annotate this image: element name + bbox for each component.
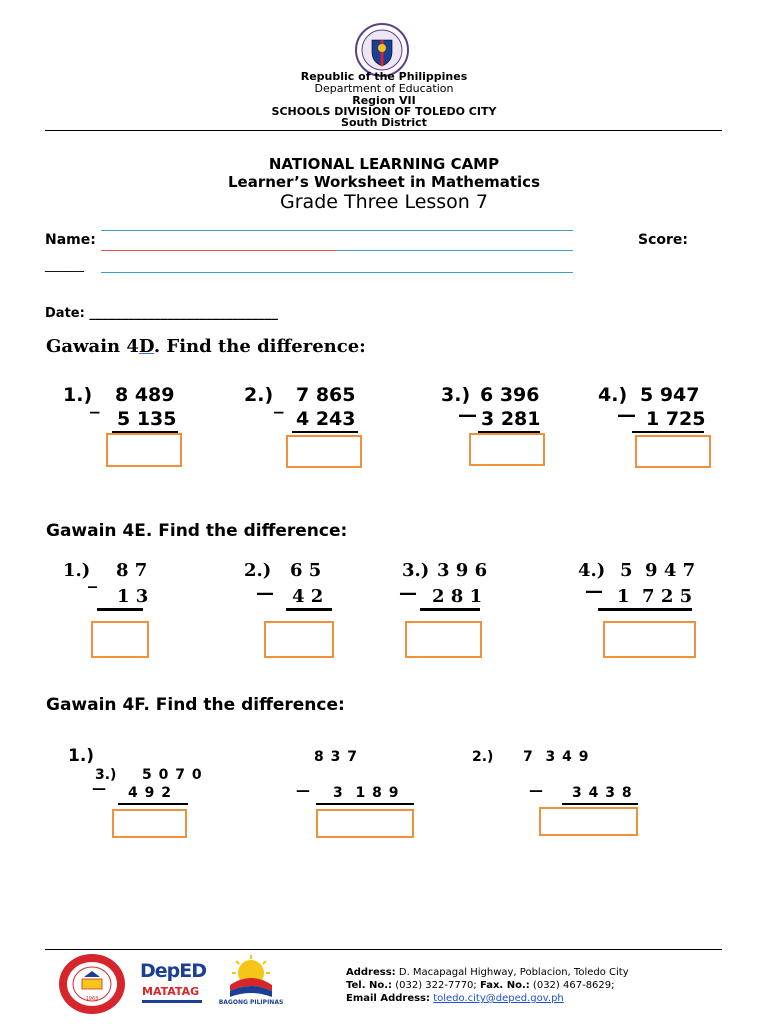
header-republic: Republic of the Philippines <box>300 70 468 83</box>
matatag-text: MATATAG <box>142 985 200 998</box>
matatag-bar <box>142 1000 202 1003</box>
header-district: South District <box>341 116 427 129</box>
gawain-4d-heading-c: . Find the difference: <box>153 336 366 357</box>
answer-box-4d-2[interactable] <box>286 435 362 468</box>
footer-email-line <box>346 992 629 1005</box>
name-line-top <box>101 230 573 231</box>
item-4d-1-number: 1.) <box>63 384 93 406</box>
item-4d-1-subtrahend: 5 135 <box>117 408 177 430</box>
bagong-pilipinas-text: BAGONG PILIPINAS <box>218 999 284 1006</box>
item-4d-2-minuend: 7 865 <box>296 384 356 406</box>
answer-underline <box>292 431 358 433</box>
answer-box-4e-2[interactable] <box>264 621 334 658</box>
minus-sign: _ <box>90 392 100 414</box>
footer-address-line <box>346 966 629 979</box>
item-4f-1-sub-number: 3.) <box>95 767 117 783</box>
item-4e-1-subtrahend: 1 3 <box>117 586 149 607</box>
minus-sign: — <box>296 783 310 799</box>
item-4e-2-number: 2.) <box>244 560 272 581</box>
item-4e-3-minuend: 3 9 6 <box>437 560 488 581</box>
item-4e-4-minuend: 5 9 4 7 <box>620 560 696 581</box>
name-field-blue[interactable] <box>336 250 573 251</box>
item-4d-3-subtrahend: 3 281 <box>481 408 541 430</box>
answer-underline <box>97 608 143 611</box>
item-4f-3-number: 2.) <box>472 749 494 765</box>
answer-box-4d-4[interactable] <box>635 435 711 468</box>
answer-underline <box>598 608 692 611</box>
name-label: Name: <box>45 232 96 248</box>
answer-underline <box>632 431 704 433</box>
item-4d-1-minuend: 8 489 <box>115 384 175 406</box>
item-4e-2-subtrahend: 4 2 <box>292 586 324 607</box>
footer-address-block <box>346 966 629 1005</box>
header-divider <box>45 130 722 131</box>
header-region: Region VII <box>352 94 416 107</box>
score-label: Score: <box>638 232 688 248</box>
answer-box-4f-2[interactable] <box>316 809 414 838</box>
seal-year: 1963 <box>85 996 99 1002</box>
tel-label: Tel. No.: <box>346 980 393 991</box>
item-4e-4-subtrahend: 1 7 2 5 <box>617 586 693 607</box>
item-4f-3-subtrahend: 3 4 3 8 <box>572 785 633 801</box>
gawain-4d-heading-a: Gawain 4 <box>46 336 139 357</box>
email-link[interactable]: toledo.city@deped.gov.ph <box>433 993 564 1004</box>
answer-box-4f-1[interactable] <box>112 809 187 838</box>
minus-sign: — <box>617 404 636 426</box>
date-field[interactable]: Date: _____________________________ <box>45 306 278 321</box>
item-4f-2-minuend: 8 3 7 <box>314 749 358 765</box>
item-4e-3-subtrahend: 2 8 1 <box>432 586 483 607</box>
footer-phone-line <box>346 979 629 992</box>
minus-sign: _ <box>88 568 97 589</box>
item-4d-3-number: 3.) <box>441 384 471 406</box>
minus-sign: — <box>399 583 417 604</box>
deped-logo-text: DepED <box>140 960 207 982</box>
gawain-4d-heading <box>46 336 366 357</box>
item-4d-4-minuend: 5 947 <box>640 384 700 406</box>
item-4e-1-number: 1.) <box>63 560 91 581</box>
item-4e-3-number: 3.) <box>402 560 430 581</box>
answer-box-4d-3[interactable] <box>469 433 545 466</box>
name-line-second[interactable] <box>101 272 573 273</box>
minus-sign: — <box>256 583 274 604</box>
answer-box-4d-1[interactable] <box>106 433 182 467</box>
item-4e-1-minuend: 8 7 <box>116 560 148 581</box>
answer-underline <box>316 803 414 805</box>
minus-sign: — <box>92 781 106 797</box>
minus-sign: — <box>458 404 477 426</box>
item-4f-3-minuend: 7 3 4 9 <box>523 749 590 765</box>
fax-value: (032) 467-8629; <box>529 980 615 991</box>
answer-underline <box>286 608 332 611</box>
address-value: D. Macapagal Highway, Poblacion, Toledo City <box>395 967 629 978</box>
bagong-pilipinas-logo-icon <box>218 955 284 1011</box>
item-4e-2-minuend: 6 5 <box>290 560 322 581</box>
item-4f-1-subtrahend: 4 9 2 <box>128 785 172 801</box>
name-field-red[interactable] <box>101 250 336 251</box>
header-department: Department of Education <box>314 82 454 95</box>
header-division: SCHOOLS DIVISION OF TOLEDO CITY <box>271 105 497 118</box>
minus-sign: — <box>585 581 603 602</box>
deped-matatag-logo-icon <box>140 960 212 1012</box>
item-4d-3-minuend: 6 396 <box>480 384 540 406</box>
answer-box-4e-1[interactable] <box>91 621 149 658</box>
footer-divider <box>45 949 722 950</box>
gawain-4d-heading-b: D <box>138 336 154 357</box>
name-line-second-label: ______ <box>45 258 84 273</box>
address-label: Address: <box>346 967 396 978</box>
minus-sign: — <box>529 783 543 799</box>
gawain-4e-heading: Gawain 4E. Find the difference: <box>46 521 348 541</box>
answer-box-4e-3[interactable] <box>405 621 482 658</box>
gawain-4f-heading: Gawain 4F. Find the difference: <box>46 695 345 715</box>
item-4d-4-subtrahend: 1 725 <box>646 408 706 430</box>
answer-underline <box>562 803 638 805</box>
answer-box-4f-3[interactable] <box>539 807 638 836</box>
email-label: Email Address: <box>346 993 431 1004</box>
answer-underline <box>118 803 188 805</box>
title-camp: NATIONAL LEARNING CAMP <box>268 155 500 173</box>
item-4d-4-number: 4.) <box>598 384 628 406</box>
answer-underline <box>420 608 480 611</box>
item-4d-2-number: 2.) <box>244 384 274 406</box>
title-lesson: Grade Three Lesson 7 <box>280 191 488 213</box>
answer-box-4e-4[interactable] <box>603 621 696 658</box>
item-4f-1-minuend: 5 0 7 0 <box>142 767 203 783</box>
fax-label: Fax. No.: <box>479 980 530 991</box>
item-4d-2-subtrahend: 4 243 <box>296 408 356 430</box>
item-4e-4-number: 4.) <box>578 560 606 581</box>
minus-sign: _ <box>274 392 284 414</box>
tel-value: (032) 322-7770; <box>392 980 480 991</box>
toledo-city-seal-icon <box>56 953 128 1015</box>
title-worksheet: Learner’s Worksheet in Mathematics <box>227 173 540 191</box>
item-4f-2-subtrahend: 3 1 8 9 <box>333 785 400 801</box>
item-4f-1-number: 1.) <box>68 746 95 766</box>
